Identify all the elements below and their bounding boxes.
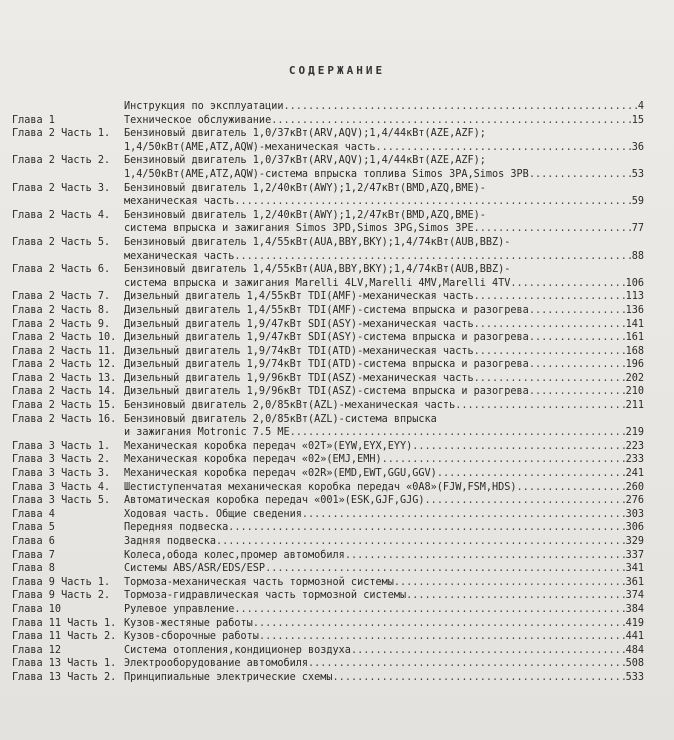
toc-entry	[12, 331, 662, 345]
toc-leader-dots	[510, 277, 624, 291]
toc-chapter-label: Глава 2 Часть 14.	[12, 386, 117, 398]
toc-leader-dots	[529, 331, 625, 345]
toc-entry	[12, 521, 662, 535]
toc-entry	[12, 467, 662, 481]
toc-title: Дизельный двигатель 1,9/96кВт TDI(ASZ)-механическая часть	[124, 372, 474, 384]
toc-page-number: 484	[625, 644, 644, 656]
toc-entry	[12, 494, 662, 508]
toc-page-number: 113	[625, 291, 644, 303]
toc-chapter-label: Глава 1	[12, 114, 55, 126]
toc-entry	[12, 290, 662, 304]
toc-entry	[12, 508, 662, 522]
toc-chapter-label: Глава 11 Часть 2.	[12, 631, 117, 643]
toc-title: механическая часть	[124, 250, 235, 262]
toc-page-number: 141	[625, 318, 644, 330]
toc-title: Колеса,обода колес,промер автомобиля	[124, 549, 345, 561]
toc-title: механическая часть	[124, 196, 235, 208]
toc-page-number: 196	[625, 359, 644, 371]
toc-title: Бензиновый двигатель 1,0/37кВт(ARV,AQV);1,4/44кВт(AZE,AZF);	[124, 155, 486, 167]
toc-entry	[12, 562, 662, 576]
toc-title: Механическая коробка передач «02T»(EYW,EYX,EYY)	[124, 440, 413, 452]
toc-page-number: 136	[625, 304, 644, 316]
toc-title: Передняя подвеска	[124, 522, 229, 534]
toc-chapter-label: Глава 13 Часть 1.	[12, 658, 117, 670]
toc-title: Задняя подвеска	[124, 536, 217, 547]
toc-leader-dots	[382, 453, 625, 467]
table-of-contents	[12, 100, 662, 685]
toc-title: Дизельный двигатель 1,9/47кВт SDI(ASY)-система впрыска и разогрева	[124, 332, 529, 344]
toc-title: Бензиновый двигатель 1,2/40кВт(AWY);1,2/47кВт(BMD,AZQ,BME)-	[124, 182, 486, 194]
toc-page-number: 260	[625, 481, 644, 493]
toc-entry	[12, 358, 662, 372]
toc-page-number: 306	[625, 522, 644, 534]
toc-leader-dots	[517, 481, 625, 495]
toc-leader-dots	[228, 521, 624, 535]
toc-page-number: 533	[625, 671, 644, 683]
toc-leader-dots	[529, 385, 625, 399]
toc-page-number: 276	[625, 495, 644, 507]
toc-page-number: 384	[625, 603, 644, 615]
toc-chapter-label: Глава 2 Часть 7.	[12, 291, 111, 303]
toc-title: Кузов-сборочные работы	[124, 631, 259, 643]
toc-entry	[12, 671, 662, 685]
toc-page-number: 210	[625, 386, 644, 398]
toc-chapter-label: Глава 11 Часть 1.	[12, 617, 117, 629]
toc-title: Бензиновый двигатель 2,0/85кВт(AZL)-механическая часть	[124, 400, 456, 412]
toc-title: Дизельный двигатель 1,9/96кВт TDI(ASZ)-система впрыска и разогрева	[124, 386, 529, 398]
toc-chapter-label: Глава 2 Часть 8.	[12, 304, 111, 316]
toc-page-number: 441	[625, 631, 644, 643]
toc-page-number: 88	[631, 250, 644, 262]
toc-leader-dots	[474, 372, 625, 386]
toc-page-number: 36	[631, 141, 644, 153]
toc-title: система впрыска и зажигания Simos 3PD,Simos 3PG,Simos 3PE	[124, 223, 474, 235]
toc-leader-dots	[259, 630, 625, 644]
toc-entry	[12, 372, 662, 386]
toc-entry	[12, 182, 662, 209]
toc-page-number: 219	[625, 427, 644, 439]
toc-leader-dots	[412, 440, 624, 454]
toc-page-number: 59	[631, 196, 644, 208]
toc-chapter-label: Глава 2 Часть 4.	[12, 209, 111, 221]
toc-page-number: 15	[631, 114, 644, 126]
toc-entry	[12, 630, 662, 644]
toc-leader-dots	[474, 222, 631, 236]
toc-page-number: 241	[625, 468, 644, 480]
toc-leader-dots	[333, 671, 625, 685]
toc-title: Рулевое управление	[124, 603, 235, 615]
toc-page-number: 419	[625, 617, 644, 629]
toc-chapter-label: Глава 3 Часть 2.	[12, 454, 111, 466]
toc-entry	[12, 304, 662, 318]
toc-leader-dots	[474, 290, 625, 304]
toc-page-number: 233	[625, 454, 644, 466]
toc-chapter-label: Глава 2 Часть 11.	[12, 345, 117, 357]
toc-page-number: 161	[625, 332, 644, 344]
toc-leader-dots	[375, 141, 630, 155]
toc-title: Дизельный двигатель 1,9/74кВт TDI(ATD)-механическая часть	[124, 345, 474, 357]
toc-page-number: 168	[625, 345, 644, 357]
toc-title: Шестиступенчатая механическая коробка передач «0A8»(FJW,FSM,HDS)	[124, 481, 517, 493]
toc-title: и зажигания Motronic 7.5 ME	[124, 427, 290, 439]
toc-title: 1,4/50кВт(AME,ATZ,AQW)-система впрыска топлива Simos 3PA,Simos 3PB	[124, 168, 529, 180]
toc-title: Бензиновый двигатель 2,0/85кВт(AZL)-система впрыска	[124, 413, 437, 425]
toc-page-number: 337	[625, 549, 644, 561]
toc-title: Механическая коробка передач «02R»(EMD,EWT,GGU,GGV)	[124, 468, 437, 480]
toc-entry	[12, 453, 662, 467]
toc-chapter-label: Глава 7	[12, 549, 55, 561]
toc-entry	[12, 617, 662, 631]
toc-leader-dots	[529, 358, 625, 372]
toc-leader-dots	[271, 114, 631, 128]
toc-page-number: 361	[625, 576, 644, 588]
toc-entry	[12, 127, 662, 154]
toc-chapter-label: Глава 2 Часть 6.	[12, 264, 111, 276]
toc-leader-dots	[253, 617, 625, 631]
toc-chapter-label: Глава 3 Часть 4.	[12, 481, 111, 493]
toc-title: Дизельный двигатель 1,9/47кВт SDI(ASY)-механическая часть	[124, 318, 474, 330]
toc-page-number: 202	[625, 372, 644, 384]
toc-page-number: 508	[625, 658, 644, 670]
toc-entry	[12, 385, 662, 399]
toc-chapter-label: Глава 2 Часть 12.	[12, 359, 117, 371]
toc-title: Электрооборудование автомобиля	[124, 658, 309, 670]
toc-leader-dots	[234, 195, 630, 209]
toc-chapter-label: Глава 9 Часть 1.	[12, 576, 111, 588]
toc-leader-dots	[216, 535, 625, 549]
toc-leader-dots	[351, 644, 625, 658]
toc-chapter-label: Глава 2 Часть 16.	[12, 413, 117, 425]
toc-page-number: 53	[631, 168, 644, 180]
toc-leader-dots	[290, 426, 625, 440]
toc-entry	[12, 413, 662, 440]
toc-title: Бензиновый двигатель 1,4/55кВт(AUA,BBY,BKY);1,4/74кВт(AUB,BBZ)-	[124, 236, 511, 248]
toc-title: система впрыска и зажигания Marelli 4LV,Marelli 4MV,Marelli 4TV	[124, 277, 511, 289]
toc-leader-dots	[529, 304, 625, 318]
toc-entry	[12, 263, 662, 290]
toc-entry	[12, 318, 662, 332]
toc-chapter-label: Глава 2 Часть 2.	[12, 155, 111, 167]
toc-chapter-label: Глава 12	[12, 644, 62, 656]
toc-title: Бензиновый двигатель 1,0/37кВт(ARV,AQV);1,4/44кВт(AZE,AZF);	[124, 128, 486, 140]
toc-chapter-label: Глава 2 Часть 15.	[12, 400, 117, 412]
toc-entry	[12, 576, 662, 590]
toc-entry	[12, 154, 662, 181]
toc-chapter-label: Глава 10	[12, 603, 62, 615]
toc-title: Тормоза-гидравлическая часть тормозной системы	[124, 590, 407, 602]
page-title: СОДЕРЖАНИЕ	[288, 64, 386, 77]
toc-chapter-label: Глава 13 Часть 2.	[12, 671, 117, 683]
toc-chapter-label: Глава 9 Часть 2.	[12, 590, 111, 602]
toc-chapter-label: Глава 3 Часть 3.	[12, 468, 111, 480]
toc-title: Техническое обслуживание	[124, 114, 272, 126]
toc-chapter-label: Глава 2 Часть 9.	[12, 318, 111, 330]
toc-page-number: 77	[631, 223, 644, 235]
toc-entry	[12, 657, 662, 671]
toc-entry	[12, 644, 662, 658]
toc-leader-dots	[474, 345, 625, 359]
toc-title: Ходовая часть. Общие сведения	[124, 508, 302, 520]
toc-leader-dots	[406, 589, 624, 603]
toc-leader-dots	[529, 168, 631, 182]
toc-title: Системы ABS/ASR/EDS/ESP	[124, 563, 266, 575]
toc-title: Автоматическая коробка передач «001»(ESK,GJF,GJG)	[124, 495, 425, 507]
toc-leader-dots	[308, 657, 625, 671]
toc-leader-dots	[345, 549, 625, 563]
toc-entry	[12, 399, 662, 413]
toc-title: Дизельный двигатель 1,4/55кВт TDI(AMF)-система впрыска и разогрева	[124, 304, 529, 316]
toc-leader-dots	[265, 562, 625, 576]
toc-entry	[12, 440, 662, 454]
toc-entry	[12, 114, 662, 128]
toc-title: 1,4/50кВт(AME,ATZ,AQW)-механическая часть	[124, 141, 376, 153]
toc-leader-dots	[302, 508, 625, 522]
toc-page-number: 211	[625, 400, 644, 412]
toc-title: Тормоза-механическая часть тормозной системы	[124, 576, 394, 588]
toc-entry	[12, 535, 662, 549]
toc-chapter-label: Глава 5	[12, 522, 55, 534]
toc-leader-dots	[474, 318, 625, 332]
toc-leader-dots	[234, 250, 630, 264]
toc-leader-dots	[455, 399, 624, 413]
toc-chapter-label: Глава 3 Часть 5.	[12, 495, 111, 507]
toc-title: Дизельный двигатель 1,9/74кВт TDI(ATD)-система впрыска и разогрева	[124, 359, 529, 371]
toc-title: Бензиновый двигатель 1,4/55кВт(AUA,BBY,BKY);1,4/74кВт(AUB,BBZ)-	[124, 264, 511, 276]
toc-page-number: 341	[625, 563, 644, 575]
toc-title: Механическая коробка передач «02»(EMJ,EMH)	[124, 454, 382, 466]
toc-title: Инструкция по эксплуатации	[124, 101, 284, 112]
toc-entry	[12, 603, 662, 617]
toc-entry	[12, 236, 662, 263]
toc-chapter-label: Глава 6	[12, 536, 55, 547]
toc-entry	[12, 100, 662, 114]
toc-chapter-label: Глава 2 Часть 5.	[12, 236, 111, 248]
toc-title: Кузов-жестяные работы	[124, 617, 253, 629]
toc-chapter-label: Глава 2 Часть 3.	[12, 182, 111, 194]
toc-entry	[12, 345, 662, 359]
toc-leader-dots	[283, 100, 636, 114]
toc-page-number: 223	[625, 440, 644, 452]
toc-chapter-label: Глава 3 Часть 1.	[12, 440, 111, 452]
toc-leader-dots	[437, 467, 625, 481]
toc-page-number: 303	[625, 508, 644, 520]
toc-title: Бензиновый двигатель 1,2/40кВт(AWY);1,2/47кВт(BMD,AZQ,BME)-	[124, 209, 486, 221]
toc-chapter-label: Глава 8	[12, 563, 55, 575]
toc-entry	[12, 549, 662, 563]
toc-title: Система отопления,кондиционер воздуха	[124, 644, 351, 656]
toc-page-number: 329	[625, 536, 644, 547]
toc-title: Принципиальные электрические схемы	[124, 671, 333, 683]
toc-title: Дизельный двигатель 1,4/55кВт TDI(AMF)-механическая часть	[124, 291, 474, 303]
toc-leader-dots	[234, 603, 624, 617]
toc-page-number: 374	[625, 590, 644, 602]
toc-entry	[12, 209, 662, 236]
toc-chapter-label: Глава 2 Часть 13.	[12, 372, 117, 384]
toc-page-number: 4	[637, 101, 644, 112]
toc-leader-dots	[394, 576, 625, 590]
toc-leader-dots	[425, 494, 625, 508]
toc-chapter-label: Глава 2 Часть 1.	[12, 128, 111, 140]
toc-entry	[12, 589, 662, 603]
toc-chapter-label: Глава 2 Часть 10.	[12, 332, 117, 344]
toc-page-number: 106	[625, 277, 644, 289]
toc-chapter-label: Глава 4	[12, 508, 55, 520]
toc-entry	[12, 481, 662, 495]
